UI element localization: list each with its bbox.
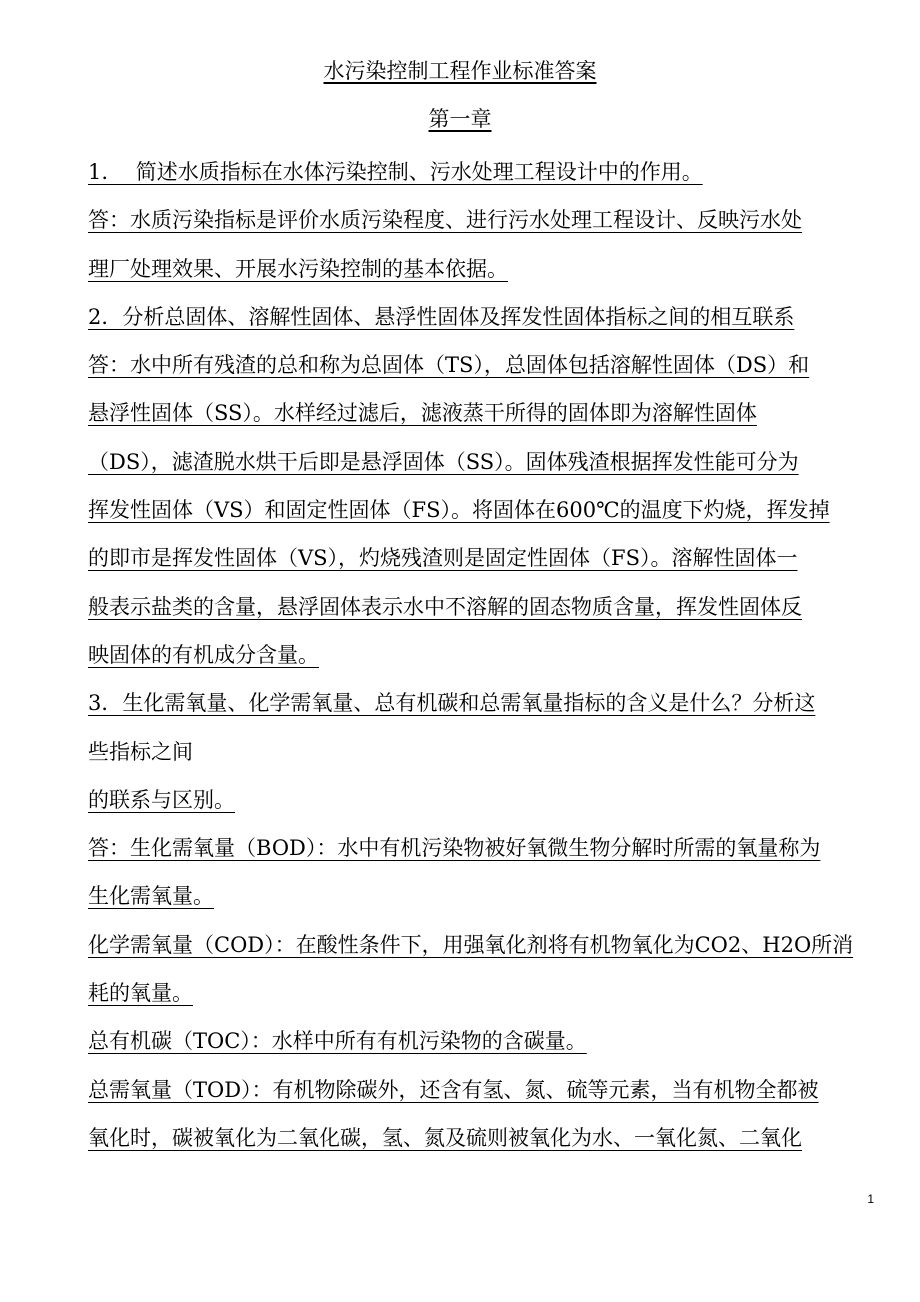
text-line: 的即市是挥发性固体（VS），灼烧残渣则是固定性固体（FS）。溶解性固体一 (88, 546, 798, 571)
text-line: 氧化时，碳被氧化为二氧化碳，氢、氮及硫则被氧化为水、一氧化氮、二氧化 (88, 1125, 802, 1150)
text-line: 3．生化需氧量、化学需氧量、总有机碳和总需氧量指标的含义是什么？分析这 (88, 691, 816, 716)
chapter-heading (0, 104, 920, 134)
text-line: 挥发性固体（VS）和固定性固体（FS）。将固体在600℃的温度下灼烧，挥发掉 (88, 498, 830, 523)
text-line: 答：水质污染指标是评价水质污染程度、进行污水处理工程设计、反映污水处 (88, 208, 802, 233)
text-line: 1. 简述水质指标在水体污染控制、污水处理工程设计中的作用。 (88, 160, 703, 184)
text-line: 总有机碳（TOC）：水样中所有有机污染物的含碳量。 (88, 1029, 587, 1054)
text-line: 答：生化需氧量（BOD）：水中有机污染物被好氧微生物分解时所需的氧量称为 (88, 836, 821, 861)
text-line: 映固体的有机成分含量。 (88, 642, 319, 667)
page-number: 1 (867, 1192, 874, 1206)
text-line: 生化需氧量。 (88, 884, 214, 909)
text-line: 化学需氧量（COD）：在酸性条件下，用强氧化剂将有机物氧化为CO2、H2O所消 (88, 932, 854, 957)
text-line: 般表示盐类的含量，悬浮固体表示水中不溶解的固态物质含量，挥发性固体反 (88, 594, 802, 619)
text-line: 悬浮性固体（SS）。水样经过滤后，滤液蒸干所得的固体即为溶解性固体 (88, 401, 757, 426)
text-line: 的联系与区别。 (88, 787, 235, 812)
document-title (0, 56, 920, 86)
text-line: 理厂处理效果、开展水污染控制的基本依据。 (88, 256, 508, 281)
document-body (88, 148, 878, 1162)
text-line: 总需氧量（TOD）：有机物除碳外，还含有氢、氮、硫等元素，当有机物全都被 (88, 1077, 819, 1102)
text-line: （DS），滤渣脱水烘干后即是悬浮固体（SS）。固体残渣根据挥发性能可分为 (88, 449, 799, 474)
text-line: 耗的氧量。 (88, 981, 193, 1006)
text-line: 2．分析总固体、溶解性固体、悬浮性固体及挥发性固体指标之间的相互联系 (88, 304, 795, 329)
chapter-heading-text: 第一章 (428, 107, 492, 131)
text-line: 些指标之间 (88, 739, 193, 764)
text-line: 答：水中所有残渣的总和称为总固体（TS），总固体包括溶解性固体（DS）和 (88, 353, 810, 378)
document-title-text: 水污染控制工程作业标准答案 (323, 59, 597, 83)
